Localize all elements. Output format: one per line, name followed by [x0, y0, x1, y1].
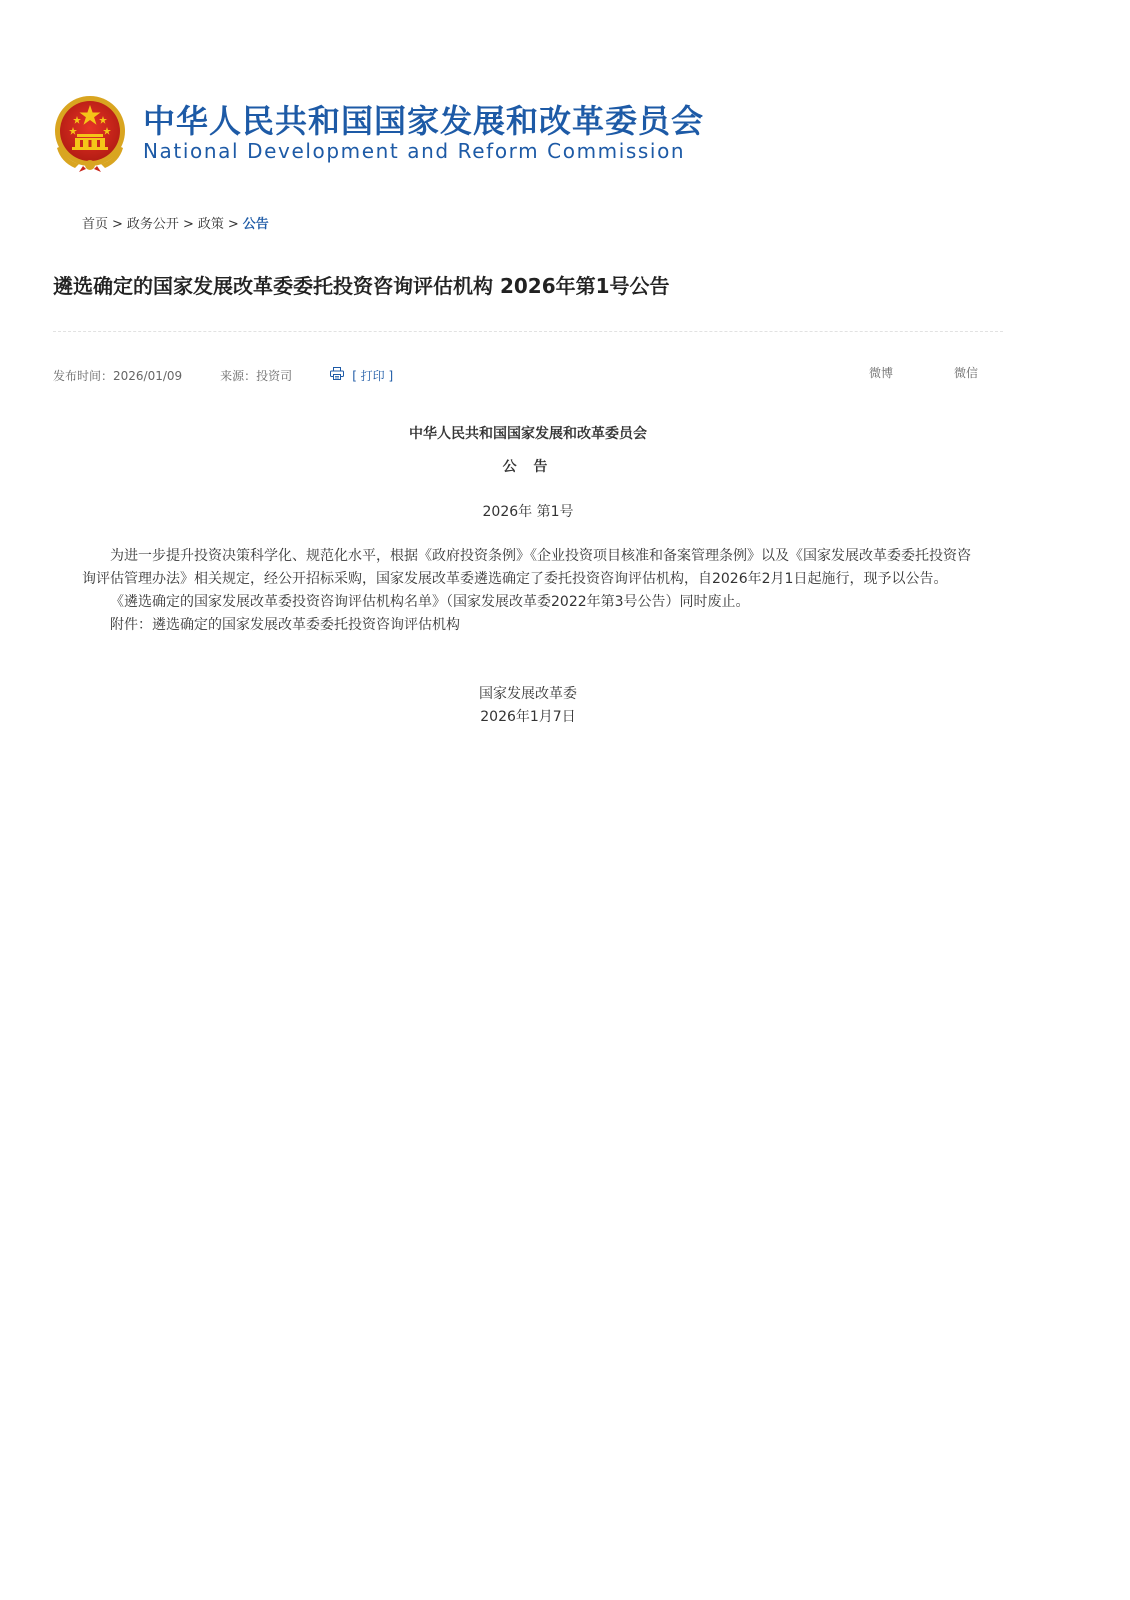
breadcrumb-home[interactable]: 首页 — [82, 217, 109, 232]
printer-icon — [330, 367, 344, 385]
breadcrumb-current-announcement[interactable]: 公告 — [242, 217, 269, 232]
attachment-line: 附件：遴选确定的国家发展改革委委托投资咨询评估机构 — [110, 617, 460, 633]
site-name-english: National Development and Reform Commission — [143, 139, 686, 163]
article-body — [82, 545, 982, 637]
article-meta — [53, 367, 393, 385]
document-issuer: 中华人民共和国国家发展和改革委员会 — [409, 426, 647, 442]
share-wechat-link[interactable]: 微信 — [954, 366, 979, 380]
page-title: 遴选确定的国家发展改革委委托投资咨询评估机构 2026年第1号公告 — [53, 274, 670, 298]
breadcrumb-policy[interactable]: 政策 — [197, 217, 224, 232]
body-paragraph-2: 《遴选确定的国家发展改革委投资咨询评估机构名单》（国家发展改革委2022年第3号公告）同时废止。 — [110, 594, 750, 610]
site-header — [53, 93, 704, 173]
site-brand[interactable] — [143, 103, 704, 163]
breadcrumb-separator: > — [182, 217, 194, 232]
share-weibo-link[interactable]: 微博 — [869, 366, 894, 380]
breadcrumb-separator: > — [227, 217, 239, 232]
breadcrumb-government-affairs[interactable]: 政务公开 — [126, 217, 179, 232]
document-number: 2026年 第1号 — [482, 504, 574, 520]
print-button[interactable] — [330, 367, 393, 385]
document-type: 公 告 — [502, 459, 554, 475]
signature-date: 2026年1月7日 — [480, 709, 576, 725]
breadcrumb-separator: > — [112, 217, 123, 232]
body-paragraph-1: 为进一步提升投资决策科学化、规范化水平，根据《政府投资条例》《企业投资项目核准和备案管理条例》以及《国家发展改革委委托投资咨询评估管理办法》相关规定，经公开招标采购，国家发展改革委遴选确定了委托投资咨询评估机构，自2026年2月1日起施行，现予以公告。 — [82, 548, 971, 587]
title-divider — [53, 331, 1003, 332]
document-signature — [0, 683, 1056, 729]
publish-time: 发布时间：2026/01/09 — [53, 369, 183, 383]
article-source: 来源：投资司 — [220, 369, 293, 383]
breadcrumb — [82, 216, 269, 234]
national-emblem-icon[interactable] — [53, 94, 127, 172]
site-name-chinese: 中华人民共和国国家发展和改革委员会 — [143, 102, 705, 140]
print-label: [ 打印 ] — [352, 369, 394, 383]
signature-organization: 国家发展改革委 — [479, 686, 577, 702]
